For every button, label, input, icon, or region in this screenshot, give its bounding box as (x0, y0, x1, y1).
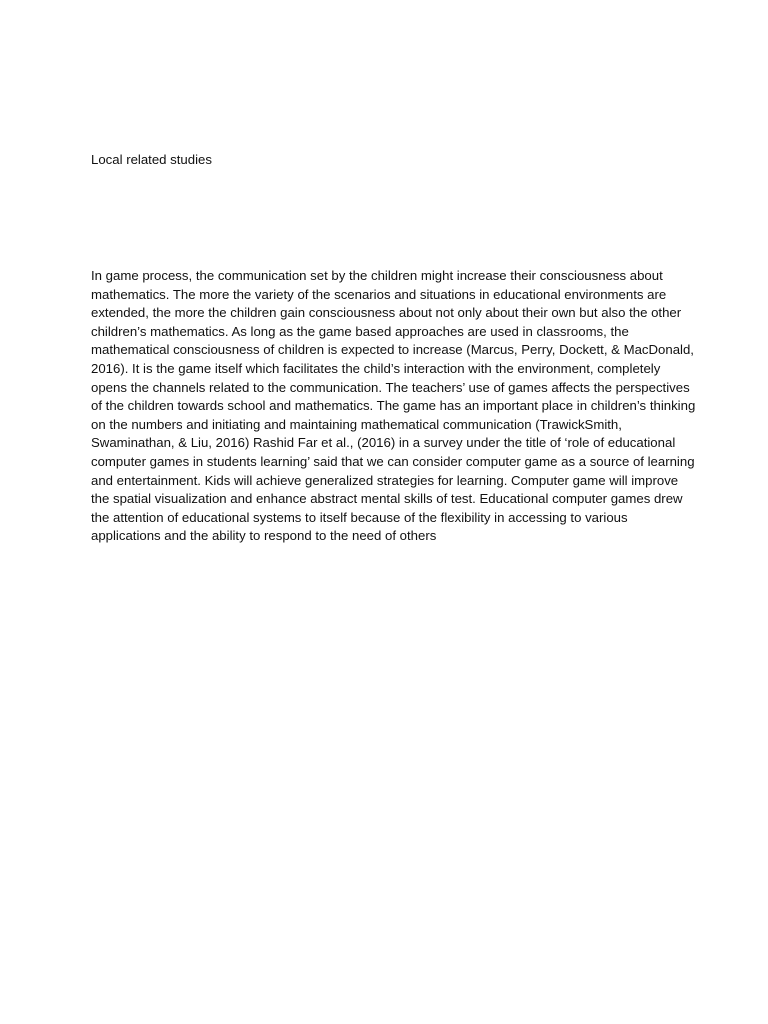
section-heading: Local related studies (91, 152, 212, 167)
paragraph-line: opens the channels related to the communication. The teachers’ use of games affects the perspectives (91, 379, 690, 395)
paragraph-line: 2016). It is the game itself which facilitates the child’s interaction with the environment, completely (91, 360, 661, 376)
paragraph-line: of the children towards school and mathematics. The game has an important place in children’s thinking (91, 398, 696, 414)
paragraph-line: extended, the more the children gain consciousness about not only about their own but also the other (91, 305, 682, 321)
paragraph-line: mathematics. The more the variety of the scenarios and situations in educational environments are (91, 286, 667, 302)
paragraph-line: Swaminathan, & Liu, 2016) Rashid Far et al., (2016) in a survey under the title of ‘role of educational (91, 435, 676, 451)
paragraph-line: and entertainment. Kids will achieve generalized strategies for learning. Computer game will improve (91, 472, 679, 488)
paragraph-line: on the numbers and initiating and maintaining mathematical communication (TrawickSmith, (91, 416, 622, 432)
paragraph-line: the attention of educational systems to itself because of the flexibility in accessing to various (91, 509, 628, 525)
paragraph-line: applications and the ability to respond to the need of others (91, 528, 437, 544)
paragraph-line: In game process, the communication set by the children might increase their consciousness about (91, 268, 663, 283)
paragraph-line: children’s mathematics. As long as the game based approaches are used in classrooms, the (91, 323, 629, 339)
paragraph-line: mathematical consciousness of children is expected to increase (Marcus, Perry, Dockett, & MacDonald, (91, 342, 694, 358)
paragraph-line: computer games in students learning’ said that we can consider computer game as a source of learning (91, 453, 695, 469)
body-paragraph (91, 267, 696, 546)
paragraph-line: the spatial visualization and enhance abstract mental skills of test. Educational computer games drew (91, 491, 683, 507)
